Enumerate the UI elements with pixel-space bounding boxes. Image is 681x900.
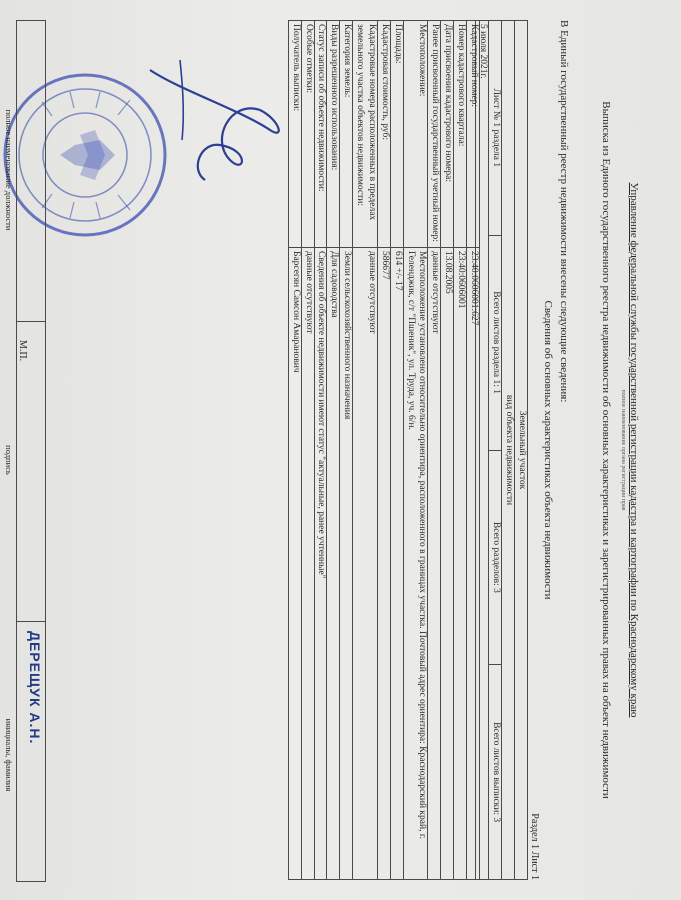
- extract-date: 5 июля 2021г.: [476, 21, 489, 880]
- row-value: данные отсутствуют: [428, 248, 441, 880]
- intro-text: В Единый государственный реестр недвижимости внесены следующие сведения:: [558, 20, 570, 403]
- table-row: [353, 21, 378, 880]
- object-type: Земельный участок: [515, 21, 528, 880]
- name-caption: инициалы, фамилия: [4, 718, 14, 792]
- summary-table: [476, 20, 529, 880]
- sheets-total: Всего листов выписки: 3: [489, 665, 502, 880]
- row-value: 614 +/- 17: [390, 248, 403, 880]
- object-type-caption: вид объекта недвижимости: [502, 21, 515, 880]
- row-label: Номер кадастрового квартала:: [454, 21, 467, 248]
- row-label: Кадастровая стоимость, руб:: [378, 21, 391, 248]
- row-label: Виды разрешенного использования:: [327, 21, 340, 248]
- table-row: [428, 21, 441, 880]
- sections-total: Всего разделов: 3: [489, 450, 502, 665]
- row-value: Для садоводства: [327, 248, 340, 880]
- row-label: Местоположение:: [403, 21, 428, 248]
- row-label: Ранее присвоенный государственный учетный номер:: [428, 21, 441, 248]
- table-row: [467, 21, 480, 880]
- row-value: данные отсутствуют: [353, 248, 378, 880]
- section-title: Сведения об основных характеристиках объекта недвижимости: [542, 300, 554, 600]
- row-label: Площадь:: [390, 21, 403, 248]
- sheet-number: Лист № 1 раздела 1: [489, 21, 502, 236]
- signature-row: [16, 20, 46, 882]
- table-row: [314, 21, 327, 880]
- document-title: Выписка из Единого государственного реестра недвижимости об основных характеристиках и зарегистрированных правах на объект недвижимости: [600, 101, 612, 799]
- table-row: [378, 21, 391, 880]
- agency-name: Управление федеральной службы государственной регистрации кадастра и картографии по Краснодарскому краю: [628, 182, 640, 718]
- sign-caption: подпись: [4, 445, 14, 475]
- table-row: [301, 21, 314, 880]
- row-value: 13.08.2005: [441, 248, 454, 880]
- row-label: Особые отметки:: [301, 21, 314, 248]
- table-row: [327, 21, 340, 880]
- position-cell: [17, 21, 45, 322]
- row-value: 23:40:0606001:627: [467, 248, 480, 880]
- table-row: [390, 21, 403, 880]
- signature-cell: [17, 321, 45, 622]
- row-value: Барсегян Самсон Амаранович: [288, 248, 301, 880]
- row-value: данные отсутствуют: [301, 248, 314, 880]
- row-value: Сведения об объекте недвижимости имеют статус "актуальные, ранее учтенные": [314, 248, 327, 880]
- row-label: Получатель выписки:: [288, 21, 301, 248]
- row-label: Кадастровый номер:: [467, 21, 480, 248]
- row-label: Дата присвоения кадастрового номера:: [441, 21, 454, 248]
- row-value: 23:40:0606001: [454, 248, 467, 880]
- seal-place-label: М.П.: [17, 340, 28, 362]
- table-row: [441, 21, 454, 880]
- extract-document: [0, 10, 640, 890]
- position-caption: полное наименование должности: [4, 109, 14, 231]
- row-value: Земли сельскохозяйственного назначения: [340, 248, 353, 880]
- table-row: [340, 21, 353, 880]
- sheets-in-section: Всего листов раздела 1: 1: [489, 235, 502, 450]
- row-value: 586677: [378, 248, 391, 880]
- row-label: Кадастровые номера расположенных в пределах земельного участка объектов недвижимости:: [353, 21, 378, 248]
- table-row: [403, 21, 428, 880]
- row-label: Категория земель:: [340, 21, 353, 248]
- section-sheet-label: Раздел 1 Лист 1: [529, 813, 540, 880]
- table-row: [454, 21, 467, 880]
- agency-caption: полное наименование органа регистрации прав: [620, 389, 626, 511]
- row-label: Статус записи об объекте недвижимости:: [314, 21, 327, 248]
- row-value: Местоположение установлено относительно ориентира, расположенного в границах участка. Почтовый адрес ориентира: Краснодарский край, г. Геленджик, с/т "Пшеник", ул. Труда, уч. 6/н.: [403, 248, 428, 880]
- characteristics-table: [288, 20, 480, 880]
- signatory-name: ДЕРЕЩУК А.Н.: [27, 631, 43, 745]
